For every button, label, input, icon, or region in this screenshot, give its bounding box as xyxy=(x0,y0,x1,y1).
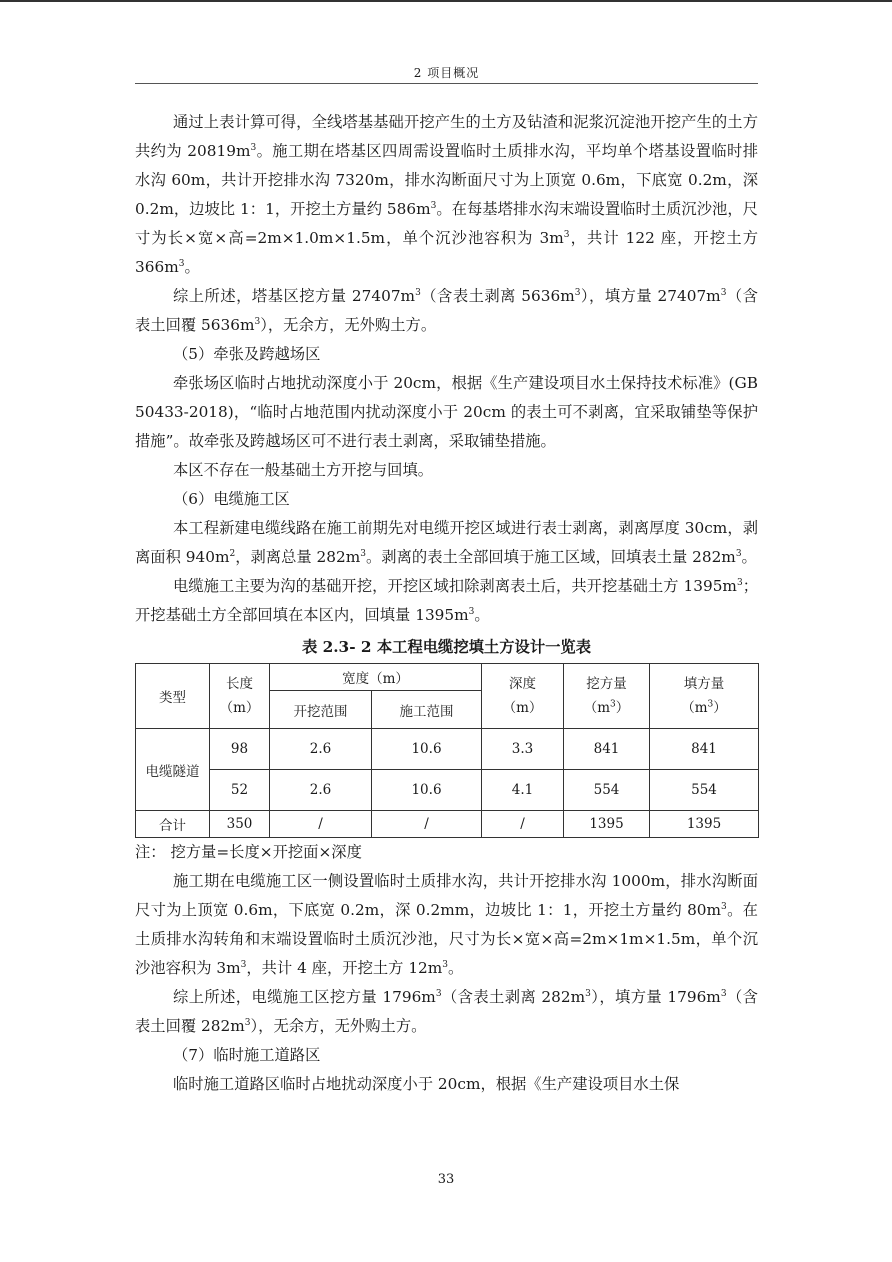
paragraph-cable-drainage xyxy=(135,867,758,983)
header-length-label: 长度 xyxy=(226,676,253,692)
superscript: 3 xyxy=(430,200,437,211)
table-cell: 3.3 xyxy=(482,729,564,770)
table-cell: / xyxy=(270,811,372,838)
header-fill-unit-post: ） xyxy=(713,700,727,716)
header-length xyxy=(210,664,270,729)
superscript: 3 xyxy=(250,142,257,153)
header-cut xyxy=(564,664,650,729)
table-cell: / xyxy=(482,811,564,838)
header-rule xyxy=(135,83,758,84)
table-row xyxy=(136,729,759,770)
text-run: ），填方量 1796m xyxy=(590,988,721,1006)
header-type: 类型 xyxy=(136,664,210,729)
table-cell: 554 xyxy=(564,770,650,811)
header-cut-unit-sup: 3 xyxy=(610,699,616,710)
text-run: ；开挖基础土方全部回填在本区内，回填量 1395m xyxy=(135,577,758,624)
header-fill xyxy=(650,664,759,729)
table-cell: 350 xyxy=(210,811,270,838)
table-row xyxy=(136,770,759,811)
text-run: 综上所述，电缆施工区挖方量 1796m xyxy=(173,988,436,1006)
table-cell: 1395 xyxy=(650,811,759,838)
paragraph-tension-site: 牵张场区临时占地扰动深度小于 20cm，根据《生产建设项目水土保持技术标准》(GB 50433-2018)，“临时占地范围内扰动深度小于 20cm 的表土可不剥离，宜采取铺垫等保护措施”。故牵张及跨越场区可不进行表土剥离，采取铺垫措施。 xyxy=(135,374,758,450)
heading-temp-road: （7）临时施工道路区 xyxy=(173,1046,321,1064)
superscript: 3 xyxy=(442,959,449,970)
paragraph-temp-road: 临时施工道路区临时占地扰动深度小于 20cm，根据《生产建设项目水土保 xyxy=(173,1075,680,1093)
text-run: 。施工期在塔基区四周需设置临时土质排水沟，平均单个塔基设置临时排水沟 60m，共计开挖排水沟 7320m，排水沟断面尺寸为上顶宽 0.6m，下底宽 0.2m，深 0.2m，边坡比 1：1，开挖土方量约 586m xyxy=(135,142,758,218)
superscript: 3 xyxy=(468,606,475,617)
text-run: 施工期在电缆施工区一侧设置临时土质排水沟，共计开挖排水沟 1000m，排水沟断面尺寸为上顶宽 0.6m，下底宽 0.2m，深 0.2mm，边坡比 1：1，开挖土方量约 80m xyxy=(135,872,758,919)
table-cell: 4.1 xyxy=(482,770,564,811)
paragraph-cable-excavation xyxy=(135,572,758,630)
superscript: 3 xyxy=(735,548,742,559)
text-run: （含表土回覆 282m xyxy=(135,988,758,1035)
table-title: 表 2.3- 2 本工程电缆挖填土方设计一览表 xyxy=(301,638,592,656)
total-label: 合计 xyxy=(136,811,210,838)
header-fill-unit-sup: 3 xyxy=(707,699,714,710)
cable-earthwork-table xyxy=(135,663,759,838)
table-cell: 841 xyxy=(650,729,759,770)
text-run: ），无余方，无外购土方。 xyxy=(250,1017,427,1035)
top-border-line xyxy=(0,0,892,2)
text-run: 。 xyxy=(741,548,757,566)
table-cell: 10.6 xyxy=(372,729,482,770)
table-cell: 52 xyxy=(210,770,270,811)
table-cell: 2.6 xyxy=(270,729,372,770)
header-width-excavation: 开挖范围 xyxy=(270,691,372,729)
superscript: 2 xyxy=(229,548,236,559)
heading-tension-site: （5）牵张及跨越场区 xyxy=(173,345,321,363)
superscript: 3 xyxy=(244,1017,251,1028)
text-run: 通过上表计算可得，全线塔基基础开挖产生的土方及钻渣和泥浆沉淀池开挖产生的土方共约为 20819m xyxy=(135,113,758,160)
text-run: ），无余方，无外购土方。 xyxy=(260,316,437,334)
header-width-construction: 施工范围 xyxy=(372,691,482,729)
text-run: （含表土剥离 5636m xyxy=(420,287,575,305)
header-fill-unit xyxy=(681,700,727,716)
header-length-unit: （m） xyxy=(219,700,260,716)
paragraph-tower-summary xyxy=(135,282,758,340)
group-label-cable-tunnel: 电缆隧道 xyxy=(136,729,210,811)
table-cell: / xyxy=(372,811,482,838)
superscript: 3 xyxy=(415,287,421,298)
text-run: 。 xyxy=(448,959,464,977)
text-run: 综上所述，塔基区挖方量 27407m xyxy=(173,287,416,305)
text-run: ，共计 122 座，开挖土方 366m xyxy=(135,229,758,276)
header-depth-label: 深度 xyxy=(509,676,536,692)
superscript: 3 xyxy=(736,577,743,588)
text-run: 电缆施工主要为沟的基础开挖，开挖区域扣除剥离表土后，共开挖基础土方 1395m xyxy=(173,577,737,595)
superscript: 3 xyxy=(435,988,442,999)
paragraph-cable-stripping xyxy=(135,514,758,572)
header-depth-unit: （m） xyxy=(502,700,543,716)
text-run: 。 xyxy=(474,606,490,624)
running-header: 2 项目概况 xyxy=(413,66,480,80)
table-total-row xyxy=(136,811,759,838)
table-cell: 10.6 xyxy=(372,770,482,811)
superscript: 3 xyxy=(360,548,366,559)
table-cell: 1395 xyxy=(564,811,650,838)
text-run: （含表土剥离 282m xyxy=(441,988,586,1006)
header-depth xyxy=(482,664,564,729)
header-fill-unit-pre: （m xyxy=(681,700,708,716)
text-run: （含表土回覆 5636m xyxy=(135,287,758,334)
table-cell: 98 xyxy=(210,729,270,770)
text-run: ，剥离总量 282m xyxy=(235,548,361,566)
header-cut-unit-pre: （m xyxy=(583,700,611,716)
header-cut-unit-post: ） xyxy=(615,700,630,716)
text-run: 。剥离的表土全部回填于施工区域，回填表土量 282m xyxy=(366,548,736,566)
header-width: 宽度（m） xyxy=(270,664,482,691)
paragraph-cable-summary xyxy=(135,983,758,1041)
text-run: 。在土质排水沟转角和末端设置临时土质沉沙池，尺寸为长×宽×高=2m×1m×1.5m，单个沉沙池容积为 3m xyxy=(135,901,758,977)
superscript: 3 xyxy=(720,287,727,298)
table-header-row-1 xyxy=(136,664,759,691)
superscript: 3 xyxy=(585,988,591,999)
page-number: 33 xyxy=(437,1172,455,1187)
superscript: 3 xyxy=(178,258,185,269)
heading-cable-area: （6）电缆施工区 xyxy=(173,490,290,508)
text-run: ），填方量 27407m xyxy=(580,287,721,305)
superscript: 3 xyxy=(721,901,727,912)
text-run: 。 xyxy=(184,258,200,276)
superscript: 3 xyxy=(720,988,727,999)
superscript: 3 xyxy=(574,287,581,298)
header-fill-label: 填方量 xyxy=(683,676,725,692)
table-note: 注： 挖方量=长度×开挖面×深度 xyxy=(135,843,362,861)
text-run: 本工程新建电缆线路在施工前期先对电缆开挖区域进行表士剥离，剥离厚度 30cm，剥离面积 940m xyxy=(135,519,758,566)
superscript: 3 xyxy=(563,229,570,240)
table-cell: 2.6 xyxy=(270,770,372,811)
superscript: 3 xyxy=(254,316,261,327)
paragraph-no-earthwork: 本区不存在一般基础土方开挖与回填。 xyxy=(173,461,434,479)
paragraph-tower-earthwork xyxy=(135,108,758,282)
table-cell: 841 xyxy=(564,729,650,770)
header-cut-label: 挖方量 xyxy=(586,676,627,692)
table-cell: 554 xyxy=(650,770,759,811)
text-run: ，共计 4 座，开挖土方 12m xyxy=(246,959,443,977)
page-body xyxy=(135,108,758,1099)
text-run: 。在每基塔排水沟末端设置临时土质沉沙池，尺寸为长×宽×高=2m×1.0m×1.5m，单个沉沙池容积为 3m xyxy=(135,200,758,247)
header-cut-unit xyxy=(584,700,630,716)
superscript: 3 xyxy=(240,959,247,970)
